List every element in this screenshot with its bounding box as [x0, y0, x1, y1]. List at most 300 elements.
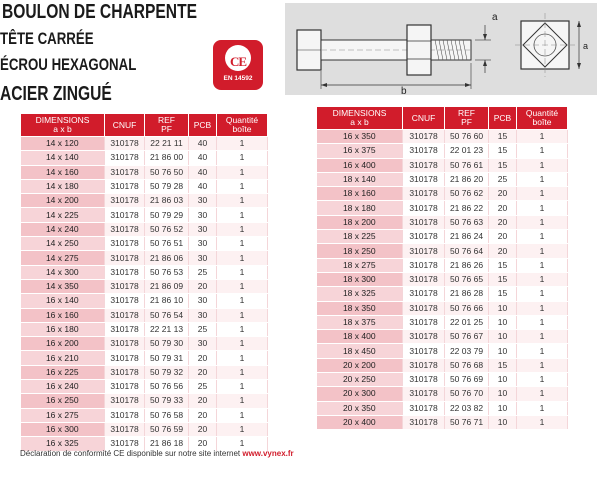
cell-pcb: 30 — [189, 251, 217, 265]
cell-cnuf: 310178 — [105, 222, 145, 236]
cell-cnuf: 310178 — [105, 165, 145, 179]
cell-quantity: 1 — [217, 279, 268, 293]
header-ref-line2: PF — [161, 124, 172, 134]
cell-cnuf: 310178 — [403, 258, 445, 272]
footer-text: Déclaration de conformité CE disponible sur notre site internet — [20, 449, 241, 458]
cell-quantity: 1 — [517, 358, 568, 372]
cell-ref: 22 01 23 — [445, 144, 489, 158]
table-row — [21, 394, 268, 408]
table-row — [317, 144, 568, 158]
cell-ref: 50 76 54 — [145, 308, 189, 322]
cell-quantity: 1 — [517, 230, 568, 244]
cell-quantity: 1 — [217, 251, 268, 265]
table-row — [317, 244, 568, 258]
cell-cnuf: 310178 — [403, 301, 445, 315]
cell-pcb: 20 — [189, 351, 217, 365]
cell-dimensions: 16 x 140 — [21, 294, 105, 308]
cell-pcb: 10 — [489, 330, 517, 344]
cell-ref: 50 76 51 — [145, 237, 189, 251]
cell-quantity: 1 — [217, 394, 268, 408]
cell-pcb: 15 — [489, 358, 517, 372]
cell-pcb: 15 — [489, 272, 517, 286]
cell-ref: 22 03 82 — [445, 401, 489, 415]
cell-ref: 50 79 31 — [145, 351, 189, 365]
cell-cnuf: 310178 — [105, 179, 145, 193]
cell-dimensions: 14 x 350 — [21, 279, 105, 293]
table-row — [317, 201, 568, 215]
cell-cnuf: 310178 — [403, 144, 445, 158]
table-row — [317, 373, 568, 387]
table-row — [317, 258, 568, 272]
cell-quantity: 1 — [217, 422, 268, 436]
cell-cnuf: 310178 — [105, 279, 145, 293]
cell-pcb: 30 — [189, 194, 217, 208]
ce-mark-label: CE — [229, 54, 247, 69]
footer-note — [20, 449, 294, 458]
cell-ref: 21 86 22 — [445, 201, 489, 215]
header-quantity-line1: Quantité — [225, 115, 259, 125]
header-dimensions-line2: a x b — [53, 124, 72, 134]
header-dimensions-line2: a x b — [350, 117, 369, 127]
cell-dimensions: 18 x 160 — [317, 187, 403, 201]
bolt-drawing-svg — [285, 3, 597, 95]
header-ref — [445, 107, 489, 130]
cell-quantity: 1 — [517, 158, 568, 172]
cell-ref: 50 76 70 — [445, 387, 489, 401]
cell-pcb: 10 — [489, 373, 517, 387]
cell-pcb: 20 — [189, 279, 217, 293]
cell-quantity: 1 — [217, 194, 268, 208]
cell-ref: 50 79 28 — [145, 179, 189, 193]
cell-quantity: 1 — [517, 201, 568, 215]
cell-pcb: 20 — [189, 437, 217, 451]
cell-quantity: 1 — [517, 387, 568, 401]
cell-quantity: 1 — [517, 415, 568, 429]
cell-cnuf: 310178 — [105, 351, 145, 365]
table-row — [21, 208, 268, 222]
table-row — [317, 158, 568, 172]
bolt-technical-drawing — [285, 3, 597, 95]
cell-dimensions: 18 x 250 — [317, 244, 403, 258]
cell-pcb: 25 — [189, 265, 217, 279]
right-dimensions-table — [316, 106, 568, 430]
cell-cnuf: 310178 — [403, 387, 445, 401]
cell-cnuf: 310178 — [403, 415, 445, 429]
cell-pcb: 10 — [489, 315, 517, 329]
cell-dimensions: 18 x 450 — [317, 344, 403, 358]
cell-dimensions: 20 x 400 — [317, 415, 403, 429]
header-pcb: PCB — [489, 107, 517, 130]
cell-quantity: 1 — [217, 165, 268, 179]
cell-quantity: 1 — [217, 151, 268, 165]
table-row — [21, 337, 268, 351]
cell-quantity: 1 — [217, 351, 268, 365]
cell-dimensions: 16 x 240 — [21, 380, 105, 394]
table-row — [21, 322, 268, 336]
cell-dimensions: 16 x 275 — [21, 408, 105, 422]
cell-cnuf: 310178 — [403, 373, 445, 387]
table-row — [317, 330, 568, 344]
table-row — [317, 172, 568, 186]
cell-quantity: 1 — [217, 308, 268, 322]
dimension-a-side-label: a — [583, 41, 589, 51]
table-row — [317, 315, 568, 329]
cell-pcb: 20 — [489, 244, 517, 258]
cell-ref: 50 76 52 — [145, 222, 189, 236]
cell-pcb: 20 — [189, 394, 217, 408]
cell-cnuf: 310178 — [403, 272, 445, 286]
cell-pcb: 40 — [189, 137, 217, 151]
cell-quantity: 1 — [217, 380, 268, 394]
header-ref-line1: REF — [158, 115, 175, 125]
cell-pcb: 20 — [189, 408, 217, 422]
header-row — [21, 114, 268, 137]
cell-cnuf: 310178 — [105, 437, 145, 451]
cell-pcb: 10 — [489, 401, 517, 415]
cell-quantity: 1 — [217, 222, 268, 236]
cell-cnuf: 310178 — [105, 337, 145, 351]
cell-quantity: 1 — [217, 137, 268, 151]
header-quantity-line2: boîte — [232, 124, 252, 134]
cell-pcb: 25 — [489, 172, 517, 186]
cell-dimensions: 18 x 140 — [317, 172, 403, 186]
cell-ref: 50 76 68 — [445, 358, 489, 372]
cell-dimensions: 14 x 300 — [21, 265, 105, 279]
header-quantity — [217, 114, 268, 137]
cell-dimensions: 16 x 180 — [21, 322, 105, 336]
cell-cnuf: 310178 — [403, 230, 445, 244]
cell-quantity: 1 — [217, 179, 268, 193]
cell-ref: 21 86 20 — [445, 172, 489, 186]
cell-ref: 50 76 64 — [445, 244, 489, 258]
header-cnuf: CNUF — [105, 114, 145, 137]
cell-ref: 50 76 50 — [145, 165, 189, 179]
product-subtitle-nut: ÉCROU HEXAGONAL — [0, 55, 137, 74]
table-row — [21, 294, 268, 308]
cell-pcb: 15 — [489, 144, 517, 158]
cell-ref: 50 76 67 — [445, 330, 489, 344]
cell-quantity: 1 — [217, 265, 268, 279]
cell-cnuf: 310178 — [403, 158, 445, 172]
table-row — [317, 401, 568, 415]
cell-dimensions: 16 x 160 — [21, 308, 105, 322]
cell-ref: 22 01 25 — [445, 315, 489, 329]
dimension-b-label: b — [401, 86, 407, 95]
cell-pcb: 10 — [489, 301, 517, 315]
cell-pcb: 20 — [489, 230, 517, 244]
cell-dimensions: 14 x 225 — [21, 208, 105, 222]
cell-cnuf: 310178 — [105, 380, 145, 394]
table-row — [317, 387, 568, 401]
table-row — [21, 165, 268, 179]
cell-quantity: 1 — [217, 337, 268, 351]
cell-pcb: 40 — [189, 151, 217, 165]
cell-pcb: 10 — [489, 387, 517, 401]
header-row — [317, 107, 568, 130]
cell-ref: 50 76 53 — [145, 265, 189, 279]
cell-ref: 50 76 61 — [445, 158, 489, 172]
cell-dimensions: 16 x 325 — [21, 437, 105, 451]
cell-ref: 50 76 66 — [445, 301, 489, 315]
cell-pcb: 30 — [189, 308, 217, 322]
table-row — [21, 251, 268, 265]
cell-quantity: 1 — [517, 187, 568, 201]
cell-quantity: 1 — [217, 408, 268, 422]
cell-cnuf: 310178 — [105, 208, 145, 222]
cell-ref: 50 79 29 — [145, 208, 189, 222]
cell-ref: 50 76 56 — [145, 380, 189, 394]
table-row — [317, 358, 568, 372]
table-row — [317, 272, 568, 286]
website-link[interactable]: www.vynex.fr — [242, 449, 294, 458]
header-dimensions-line1: DIMENSIONS — [35, 115, 90, 125]
ce-mark-logo — [213, 40, 263, 90]
cell-ref: 21 86 26 — [445, 258, 489, 272]
product-subtitle-material: ACIER ZINGUÉ — [0, 83, 112, 105]
cell-cnuf: 310178 — [403, 358, 445, 372]
cell-ref: 21 86 09 — [145, 279, 189, 293]
cell-ref: 21 86 18 — [145, 437, 189, 451]
table-row — [21, 365, 268, 379]
cell-dimensions: 14 x 180 — [21, 179, 105, 193]
cell-quantity: 1 — [217, 208, 268, 222]
cell-cnuf: 310178 — [105, 322, 145, 336]
cell-ref: 50 76 65 — [445, 272, 489, 286]
table-row — [21, 137, 268, 151]
cell-ref: 21 86 00 — [145, 151, 189, 165]
left-dimensions-table — [20, 113, 268, 452]
cell-dimensions: 18 x 400 — [317, 330, 403, 344]
cell-cnuf: 310178 — [403, 215, 445, 229]
cell-dimensions: 18 x 275 — [317, 258, 403, 272]
cell-dimensions: 14 x 275 — [21, 251, 105, 265]
cell-quantity: 1 — [217, 437, 268, 451]
cell-dimensions: 16 x 210 — [21, 351, 105, 365]
cell-pcb: 40 — [189, 179, 217, 193]
cell-ref: 50 76 60 — [445, 130, 489, 144]
table-row — [21, 308, 268, 322]
cell-cnuf: 310178 — [105, 394, 145, 408]
cell-pcb: 30 — [189, 208, 217, 222]
cell-ref: 50 76 69 — [445, 373, 489, 387]
header-dimensions — [317, 107, 403, 130]
cell-dimensions: 16 x 225 — [21, 365, 105, 379]
right-table-header — [317, 107, 568, 130]
cell-dimensions: 16 x 400 — [317, 158, 403, 172]
cell-pcb: 15 — [489, 158, 517, 172]
table-row — [21, 279, 268, 293]
cell-dimensions: 16 x 350 — [317, 130, 403, 144]
table-row — [21, 265, 268, 279]
cell-ref: 21 86 10 — [145, 294, 189, 308]
cell-cnuf: 310178 — [403, 172, 445, 186]
table-row — [317, 187, 568, 201]
header-cnuf: CNUF — [403, 107, 445, 130]
header-quantity-line1: Quantité — [525, 108, 559, 118]
cell-quantity: 1 — [217, 294, 268, 308]
cell-quantity: 1 — [217, 237, 268, 251]
cell-dimensions: 18 x 300 — [317, 272, 403, 286]
table-row — [21, 380, 268, 394]
cell-quantity: 1 — [517, 244, 568, 258]
cell-cnuf: 310178 — [105, 251, 145, 265]
cell-cnuf: 310178 — [403, 344, 445, 358]
cell-quantity: 1 — [217, 322, 268, 336]
cell-pcb: 15 — [489, 130, 517, 144]
table-row — [21, 351, 268, 365]
header-dimensions-line1: DIMENSIONS — [332, 108, 387, 118]
cell-quantity: 1 — [517, 130, 568, 144]
cell-dimensions: 20 x 350 — [317, 401, 403, 415]
cell-pcb: 20 — [489, 201, 517, 215]
cell-quantity: 1 — [517, 215, 568, 229]
table-row — [21, 237, 268, 251]
right-table-body — [317, 130, 568, 430]
cell-dimensions: 14 x 120 — [21, 137, 105, 151]
cell-cnuf: 310178 — [403, 187, 445, 201]
cell-dimensions: 14 x 200 — [21, 194, 105, 208]
cell-cnuf: 310178 — [105, 265, 145, 279]
cell-dimensions: 18 x 200 — [317, 215, 403, 229]
cell-cnuf: 310178 — [403, 130, 445, 144]
cell-cnuf: 310178 — [105, 408, 145, 422]
left-table-header — [21, 114, 268, 137]
header-quantity — [517, 107, 568, 130]
table-row — [21, 222, 268, 236]
table-row — [317, 287, 568, 301]
cell-cnuf: 310178 — [403, 330, 445, 344]
cell-dimensions: 14 x 250 — [21, 237, 105, 251]
table-row — [21, 179, 268, 193]
cell-ref: 22 21 13 — [145, 322, 189, 336]
cell-ref: 50 79 32 — [145, 365, 189, 379]
cell-ref: 50 76 62 — [445, 187, 489, 201]
header-ref — [145, 114, 189, 137]
header-quantity-line2: boîte — [532, 117, 552, 127]
cell-pcb: 15 — [489, 258, 517, 272]
table-row — [21, 151, 268, 165]
left-table-body — [21, 137, 268, 452]
cell-cnuf: 310178 — [105, 137, 145, 151]
cell-ref: 21 86 28 — [445, 287, 489, 301]
cell-quantity: 1 — [517, 172, 568, 186]
cell-quantity: 1 — [517, 144, 568, 158]
cell-pcb: 30 — [189, 237, 217, 251]
cell-dimensions: 18 x 375 — [317, 315, 403, 329]
cell-cnuf: 310178 — [105, 308, 145, 322]
cell-cnuf: 310178 — [105, 294, 145, 308]
cell-cnuf: 310178 — [403, 315, 445, 329]
table-row — [317, 344, 568, 358]
table-row — [317, 215, 568, 229]
cell-cnuf: 310178 — [105, 237, 145, 251]
cell-pcb: 15 — [489, 287, 517, 301]
cell-cnuf: 310178 — [403, 244, 445, 258]
cell-pcb: 20 — [489, 215, 517, 229]
header-pcb: PCB — [189, 114, 217, 137]
cell-dimensions: 20 x 250 — [317, 373, 403, 387]
cell-quantity: 1 — [517, 301, 568, 315]
cell-dimensions: 16 x 200 — [21, 337, 105, 351]
header-ref-line1: REF — [458, 108, 475, 118]
cell-dimensions: 14 x 160 — [21, 165, 105, 179]
cell-pcb: 40 — [189, 165, 217, 179]
cell-cnuf: 310178 — [403, 201, 445, 215]
cell-pcb: 25 — [189, 380, 217, 394]
cell-pcb: 20 — [189, 365, 217, 379]
cell-ref: 50 79 30 — [145, 337, 189, 351]
cell-pcb: 25 — [189, 322, 217, 336]
cell-quantity: 1 — [517, 401, 568, 415]
cell-ref: 50 76 58 — [145, 408, 189, 422]
cell-pcb: 20 — [489, 187, 517, 201]
cell-dimensions: 18 x 180 — [317, 201, 403, 215]
cell-ref: 50 76 59 — [145, 422, 189, 436]
cell-ref: 50 76 63 — [445, 215, 489, 229]
cell-ref: 21 86 03 — [145, 194, 189, 208]
cell-quantity: 1 — [517, 272, 568, 286]
cell-pcb: 20 — [189, 422, 217, 436]
cell-quantity: 1 — [517, 330, 568, 344]
cell-dimensions: 18 x 325 — [317, 287, 403, 301]
ce-mark-circle — [225, 45, 251, 71]
table-row — [21, 422, 268, 436]
cell-ref: 50 76 71 — [445, 415, 489, 429]
cell-cnuf: 310178 — [105, 151, 145, 165]
cell-pcb: 30 — [189, 294, 217, 308]
cell-quantity: 1 — [517, 373, 568, 387]
ce-norm-label: EN 14592 — [223, 75, 253, 82]
cell-dimensions: 20 x 200 — [317, 358, 403, 372]
product-title: BOULON DE CHARPENTE — [2, 1, 198, 23]
cell-ref: 50 79 33 — [145, 394, 189, 408]
cell-pcb: 30 — [189, 337, 217, 351]
cell-cnuf: 310178 — [403, 287, 445, 301]
cell-dimensions: 18 x 350 — [317, 301, 403, 315]
cell-dimensions: 20 x 300 — [317, 387, 403, 401]
cell-pcb: 10 — [489, 415, 517, 429]
cell-dimensions: 16 x 300 — [21, 422, 105, 436]
table-row — [21, 408, 268, 422]
cell-quantity: 1 — [517, 344, 568, 358]
cell-cnuf: 310178 — [105, 422, 145, 436]
cell-cnuf: 310178 — [105, 365, 145, 379]
cell-dimensions: 14 x 240 — [21, 222, 105, 236]
header-dimensions — [21, 114, 105, 137]
cell-ref: 21 86 06 — [145, 251, 189, 265]
cell-dimensions: 16 x 375 — [317, 144, 403, 158]
cell-dimensions: 18 x 225 — [317, 230, 403, 244]
cell-ref: 22 03 79 — [445, 344, 489, 358]
table-row — [317, 130, 568, 144]
cell-dimensions: 16 x 250 — [21, 394, 105, 408]
cell-quantity: 1 — [517, 258, 568, 272]
header-ref-line2: PF — [461, 117, 472, 127]
table-row — [317, 230, 568, 244]
cell-ref: 21 86 24 — [445, 230, 489, 244]
table-row — [317, 415, 568, 429]
cell-cnuf: 310178 — [105, 194, 145, 208]
cell-pcb: 10 — [489, 344, 517, 358]
cell-dimensions: 14 x 140 — [21, 151, 105, 165]
dimension-a-label: a — [492, 12, 498, 23]
cell-quantity: 1 — [517, 315, 568, 329]
cell-quantity: 1 — [517, 287, 568, 301]
table-row — [317, 301, 568, 315]
product-subtitle-head: TÊTE CARRÉE — [0, 29, 94, 48]
cell-ref: 22 21 11 — [145, 137, 189, 151]
cell-cnuf: 310178 — [403, 401, 445, 415]
